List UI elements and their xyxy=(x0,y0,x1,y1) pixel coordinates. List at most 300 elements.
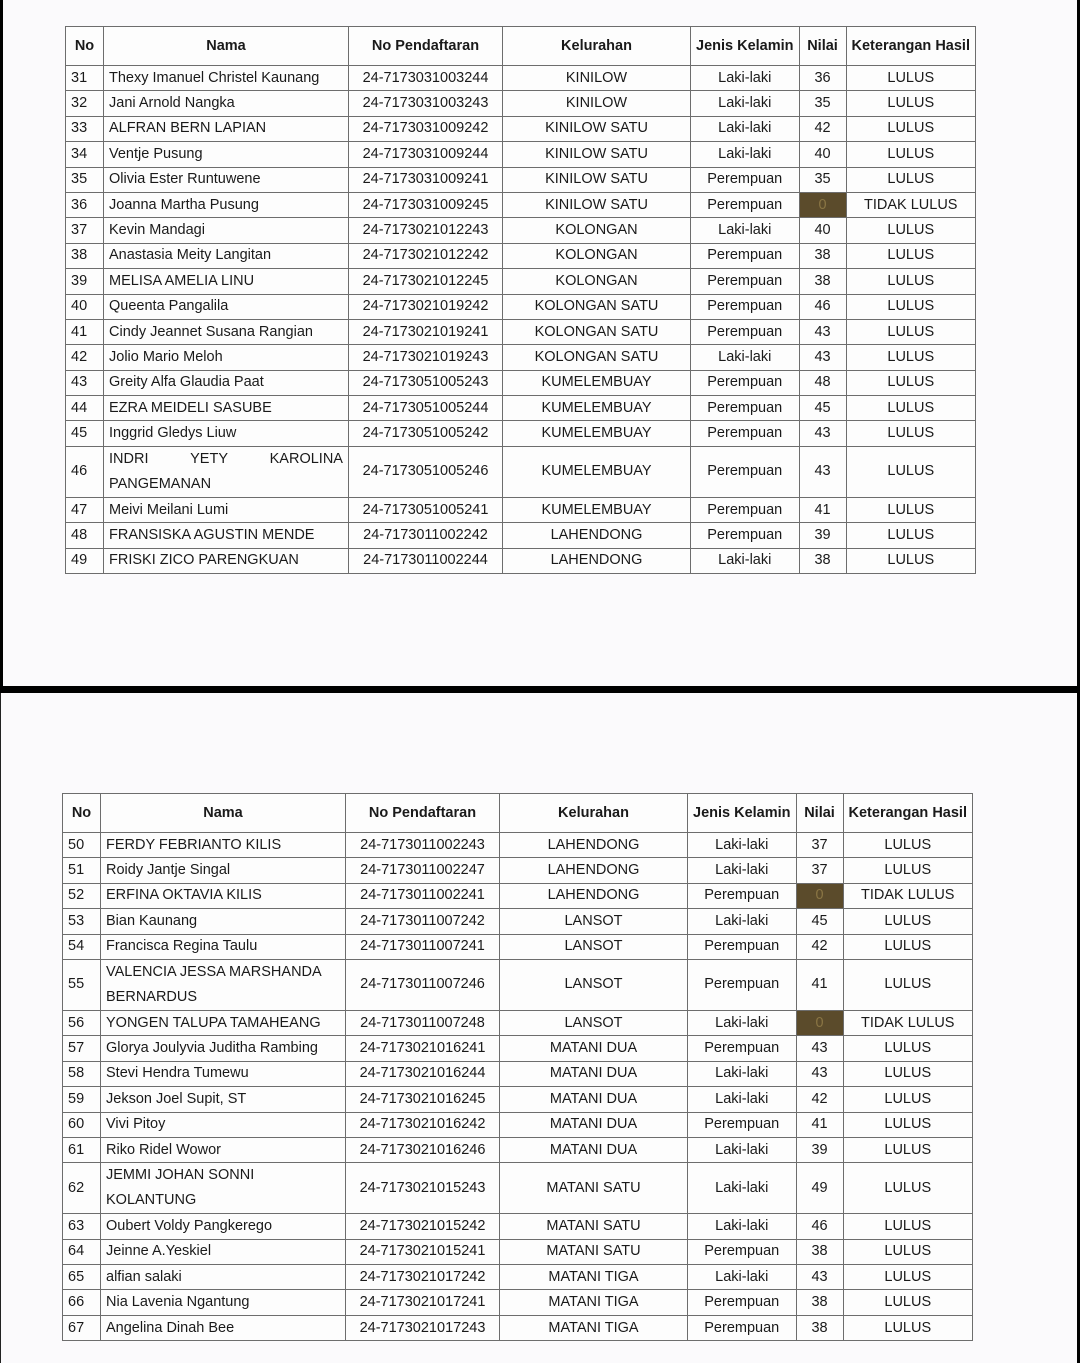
cell-no-pendaftaran: 24-7173051005242 xyxy=(349,421,503,446)
cell-kelurahan: KINILOW xyxy=(503,66,691,91)
cell-nilai: 46 xyxy=(796,1214,843,1239)
table-row xyxy=(66,421,976,446)
cell-jenis-kelamin: Perempuan xyxy=(691,523,800,548)
cell-nama: Thexy Imanuel Christel Kaunang xyxy=(104,66,349,91)
cell-jenis-kelamin: Laki-laki xyxy=(688,833,797,858)
cell-jenis-kelamin: Laki-laki xyxy=(688,1087,797,1112)
cell-no: 59 xyxy=(63,1087,101,1112)
cell-keterangan-hasil: LULUS xyxy=(846,294,975,319)
table-row xyxy=(63,1036,973,1061)
cell-keterangan-hasil: LULUS xyxy=(846,319,975,344)
cell-jenis-kelamin: Perempuan xyxy=(691,396,800,421)
cell-no-pendaftaran: 24-7173021017243 xyxy=(346,1315,500,1340)
cell-no-pendaftaran: 24-7173011007248 xyxy=(346,1010,500,1035)
table-row xyxy=(63,1214,973,1239)
cell-kelurahan: LAHENDONG xyxy=(500,858,688,883)
cell-jenis-kelamin: Perempuan xyxy=(688,1036,797,1061)
cell-keterangan-hasil: LULUS xyxy=(846,66,975,91)
cell-nilai: 43 xyxy=(799,421,846,446)
table-row xyxy=(63,1112,973,1137)
cell-no-pendaftaran: 24-7173031009244 xyxy=(349,142,503,167)
cell-nilai: 45 xyxy=(799,396,846,421)
cell-nilai: 43 xyxy=(796,1036,843,1061)
nama-line-1 xyxy=(109,447,343,472)
table-row xyxy=(66,269,976,294)
cell-keterangan-hasil: LULUS xyxy=(843,909,972,934)
cell-no: 57 xyxy=(63,1036,101,1061)
cell-no: 34 xyxy=(66,142,104,167)
cell-keterangan-hasil: LULUS xyxy=(843,1036,972,1061)
cell-nilai: 39 xyxy=(799,523,846,548)
cell-nama: ALFRAN BERN LAPIAN xyxy=(104,116,349,141)
cell-kelurahan: KUMELEMBUAY xyxy=(503,370,691,395)
cell-keterangan-hasil: LULUS xyxy=(843,1214,972,1239)
cell-no-pendaftaran: 24-7173011007241 xyxy=(346,934,500,959)
cell-jenis-kelamin: Perempuan xyxy=(691,294,800,319)
cell-keterangan-hasil: TIDAK LULUS xyxy=(843,883,972,908)
cell-jenis-kelamin: Laki-laki xyxy=(688,1163,797,1214)
cell-nilai: 40 xyxy=(799,142,846,167)
cell-nama: MELISA AMELIA LINU xyxy=(104,269,349,294)
cell-keterangan-hasil: LULUS xyxy=(843,1265,972,1290)
cell-no: 37 xyxy=(66,218,104,243)
cell-no: 35 xyxy=(66,167,104,192)
table-row xyxy=(63,959,973,1010)
table-row xyxy=(63,1239,973,1264)
cell-nilai: 39 xyxy=(796,1137,843,1162)
cell-no-pendaftaran: 24-7173031003244 xyxy=(349,66,503,91)
cell-nilai: 40 xyxy=(799,218,846,243)
cell-nilai: 36 xyxy=(799,66,846,91)
cell-no: 66 xyxy=(63,1290,101,1315)
cell-jenis-kelamin: Laki-laki xyxy=(691,116,800,141)
cell-no-pendaftaran: 24-7173051005243 xyxy=(349,370,503,395)
cell-no: 56 xyxy=(63,1010,101,1035)
cell-nama: Meivi Meilani Lumi xyxy=(104,497,349,522)
cell-kelurahan: LAHENDONG xyxy=(503,548,691,573)
cell-no-pendaftaran: 24-7173011002244 xyxy=(349,548,503,573)
cell-nama: VALENCIA JESSA MARSHANDA BERNARDUS xyxy=(101,959,346,1010)
cell-no-pendaftaran: 24-7173031003243 xyxy=(349,91,503,116)
cell-no-pendaftaran: 24-7173021016241 xyxy=(346,1036,500,1061)
table-row xyxy=(66,396,976,421)
cell-jenis-kelamin: Perempuan xyxy=(691,421,800,446)
table-header-row xyxy=(63,794,973,833)
cell-nilai: 41 xyxy=(799,497,846,522)
cell-kelurahan: KUMELEMBUAY xyxy=(503,446,691,497)
cell-jenis-kelamin: Laki-laki xyxy=(691,142,800,167)
cell-no: 42 xyxy=(66,345,104,370)
cell-keterangan-hasil: LULUS xyxy=(843,1087,972,1112)
cell-no-pendaftaran: 24-7173021012245 xyxy=(349,269,503,294)
table-row xyxy=(63,1265,973,1290)
table-body xyxy=(66,66,976,574)
cell-no-pendaftaran: 24-7173021019241 xyxy=(349,319,503,344)
table-row xyxy=(63,1061,973,1086)
cell-kelurahan: MATANI TIGA xyxy=(500,1290,688,1315)
table-row xyxy=(66,345,976,370)
cell-no-pendaftaran: 24-7173021016246 xyxy=(346,1137,500,1162)
cell-nama: Bian Kaunang xyxy=(101,909,346,934)
cell-nilai: 38 xyxy=(799,243,846,268)
nama-word: YETY xyxy=(190,450,228,467)
table-row xyxy=(66,370,976,395)
cell-kelurahan: MATANI SATU xyxy=(500,1239,688,1264)
cell-nama: Joanna Martha Pusung xyxy=(104,192,349,217)
cell-kelurahan: KOLONGAN xyxy=(503,218,691,243)
header-no: No xyxy=(63,794,101,833)
cell-kelurahan: MATANI DUA xyxy=(500,1137,688,1162)
table-row xyxy=(63,909,973,934)
cell-jenis-kelamin: Perempuan xyxy=(688,883,797,908)
cell-nilai: 38 xyxy=(796,1239,843,1264)
cell-nama: Cindy Jeannet Susana Rangian xyxy=(104,319,349,344)
cell-no-pendaftaran: 24-7173021016244 xyxy=(346,1061,500,1086)
table-row xyxy=(66,446,976,497)
cell-kelurahan: MATANI DUA xyxy=(500,1036,688,1061)
cell-nilai: 0 xyxy=(796,883,843,908)
cell-jenis-kelamin: Laki-laki xyxy=(688,1061,797,1086)
cell-keterangan-hasil: LULUS xyxy=(846,142,975,167)
cell-nilai: 49 xyxy=(796,1163,843,1214)
cell-kelurahan: KINILOW SATU xyxy=(503,167,691,192)
cell-jenis-kelamin: Perempuan xyxy=(691,497,800,522)
cell-kelurahan: KOLONGAN SATU xyxy=(503,319,691,344)
cell-no-pendaftaran: 24-7173021017242 xyxy=(346,1265,500,1290)
cell-kelurahan: KOLONGAN SATU xyxy=(503,345,691,370)
cell-nama: Anastasia Meity Langitan xyxy=(104,243,349,268)
cell-keterangan-hasil: LULUS xyxy=(846,167,975,192)
cell-nilai: 48 xyxy=(799,370,846,395)
header-kelurahan: Kelurahan xyxy=(500,794,688,833)
cell-nama: Olivia Ester Runtuwene xyxy=(104,167,349,192)
cell-no: 45 xyxy=(66,421,104,446)
cell-keterangan-hasil: LULUS xyxy=(846,370,975,395)
cell-jenis-kelamin: Laki-laki xyxy=(691,218,800,243)
cell-nama: Greity Alfa Glaudia Paat xyxy=(104,370,349,395)
cell-jenis-kelamin: Perempuan xyxy=(691,370,800,395)
cell-keterangan-hasil: LULUS xyxy=(846,497,975,522)
cell-kelurahan: KINILOW xyxy=(503,91,691,116)
cell-no-pendaftaran: 24-7173031009245 xyxy=(349,192,503,217)
table-row xyxy=(66,523,976,548)
cell-nama: Vivi Pitoy xyxy=(101,1112,346,1137)
cell-nilai: 38 xyxy=(796,1290,843,1315)
cell-no: 44 xyxy=(66,396,104,421)
cell-jenis-kelamin: Laki-laki xyxy=(691,548,800,573)
nama-line-2: PANGEMANAN xyxy=(109,475,212,492)
results-table xyxy=(62,793,973,1341)
cell-no: 50 xyxy=(63,833,101,858)
cell-nilai: 42 xyxy=(799,116,846,141)
cell-keterangan-hasil: LULUS xyxy=(846,218,975,243)
nama-word: KAROLINA xyxy=(269,450,343,467)
cell-no: 54 xyxy=(63,934,101,959)
cell-nama: YONGEN TALUPA TAMAHEANG xyxy=(101,1010,346,1035)
cell-no-pendaftaran: 24-7173021019242 xyxy=(349,294,503,319)
cell-no: 40 xyxy=(66,294,104,319)
cell-kelurahan: MATANI DUA xyxy=(500,1061,688,1086)
cell-no-pendaftaran: 24-7173051005241 xyxy=(349,497,503,522)
cell-jenis-kelamin: Perempuan xyxy=(688,934,797,959)
cell-no: 60 xyxy=(63,1112,101,1137)
cell-nilai: 35 xyxy=(799,167,846,192)
header-nama: Nama xyxy=(104,27,349,66)
cell-nama: Roidy Jantje Singal xyxy=(101,858,346,883)
table-row xyxy=(63,1087,973,1112)
table-row xyxy=(63,1163,973,1214)
cell-no: 46 xyxy=(66,446,104,497)
cell-nama: Stevi Hendra Tumewu xyxy=(101,1061,346,1086)
cell-no-pendaftaran: 24-7173051005244 xyxy=(349,396,503,421)
table-row xyxy=(63,934,973,959)
cell-nilai: 42 xyxy=(796,934,843,959)
cell-no-pendaftaran: 24-7173021015241 xyxy=(346,1239,500,1264)
cell-jenis-kelamin: Laki-laki xyxy=(688,858,797,883)
cell-no-pendaftaran: 24-7173021019243 xyxy=(349,345,503,370)
cell-kelurahan: LANSOT xyxy=(500,934,688,959)
cell-jenis-kelamin: Laki-laki xyxy=(688,909,797,934)
cell-no: 38 xyxy=(66,243,104,268)
cell-kelurahan: KINILOW SATU xyxy=(503,116,691,141)
table-row xyxy=(63,1137,973,1162)
cell-no: 65 xyxy=(63,1265,101,1290)
cell-nama: FRISKI ZICO PARENGKUAN xyxy=(104,548,349,573)
cell-kelurahan: KINILOW SATU xyxy=(503,142,691,167)
cell-no: 58 xyxy=(63,1061,101,1086)
cell-kelurahan: LANSOT xyxy=(500,1010,688,1035)
page-divider xyxy=(0,686,1080,693)
cell-nilai: 41 xyxy=(796,959,843,1010)
cell-no: 48 xyxy=(66,523,104,548)
cell-no-pendaftaran: 24-7173011002241 xyxy=(346,883,500,908)
cell-nama: ERFINA OKTAVIA KILIS xyxy=(101,883,346,908)
cell-kelurahan: KUMELEMBUAY xyxy=(503,396,691,421)
cell-kelurahan: MATANI TIGA xyxy=(500,1265,688,1290)
cell-nilai: 46 xyxy=(799,294,846,319)
cell-nama: Ventje Pusung xyxy=(104,142,349,167)
cell-nilai: 43 xyxy=(799,319,846,344)
cell-nilai: 38 xyxy=(796,1315,843,1340)
table-row xyxy=(66,192,976,217)
cell-kelurahan: MATANI SATU xyxy=(500,1214,688,1239)
cell-keterangan-hasil: LULUS xyxy=(843,858,972,883)
cell-keterangan-hasil: LULUS xyxy=(846,523,975,548)
cell-jenis-kelamin: Perempuan xyxy=(688,1315,797,1340)
cell-jenis-kelamin: Laki-laki xyxy=(688,1137,797,1162)
cell-no: 36 xyxy=(66,192,104,217)
cell-nama: FRANSISKA AGUSTIN MENDE xyxy=(104,523,349,548)
cell-keterangan-hasil: LULUS xyxy=(843,1163,972,1214)
header-nama: Nama xyxy=(101,794,346,833)
table-row xyxy=(66,167,976,192)
cell-nama: Angelina Dinah Bee xyxy=(101,1315,346,1340)
cell-jenis-kelamin: Perempuan xyxy=(691,167,800,192)
table-row xyxy=(66,91,976,116)
cell-keterangan-hasil: LULUS xyxy=(843,1315,972,1340)
cell-no: 51 xyxy=(63,858,101,883)
cell-nilai: 42 xyxy=(796,1087,843,1112)
cell-no: 31 xyxy=(66,66,104,91)
cell-nama: Jekson Joel Supit, ST xyxy=(101,1087,346,1112)
cell-no: 62 xyxy=(63,1163,101,1214)
cell-nama: Inggrid Gledys Liuw xyxy=(104,421,349,446)
header-keterangan-hasil: Keterangan Hasil xyxy=(846,27,975,66)
cell-nama: Kevin Mandagi xyxy=(104,218,349,243)
cell-kelurahan: LAHENDONG xyxy=(500,883,688,908)
table-header-row xyxy=(66,27,976,66)
cell-jenis-kelamin: Laki-laki xyxy=(691,91,800,116)
table-body xyxy=(63,833,973,1341)
cell-jenis-kelamin: Perempuan xyxy=(691,446,800,497)
cell-nama: Glorya Joulyvia Juditha Rambing xyxy=(101,1036,346,1061)
cell-no-pendaftaran: 24-7173011002243 xyxy=(346,833,500,858)
table-row xyxy=(66,142,976,167)
cell-nama xyxy=(104,446,349,497)
cell-nilai: 38 xyxy=(799,548,846,573)
cell-nilai: 37 xyxy=(796,833,843,858)
cell-kelurahan: KUMELEMBUAY xyxy=(503,421,691,446)
cell-nama: Queenta Pangalila xyxy=(104,294,349,319)
cell-nama: FERDY FEBRIANTO KILIS xyxy=(101,833,346,858)
cell-kelurahan: MATANI DUA xyxy=(500,1087,688,1112)
cell-nama: Jeinne A.Yeskiel xyxy=(101,1239,346,1264)
cell-nilai: 0 xyxy=(799,192,846,217)
cell-jenis-kelamin: Laki-laki xyxy=(688,1265,797,1290)
cell-no-pendaftaran: 24-7173021015243 xyxy=(346,1163,500,1214)
cell-kelurahan: LAHENDONG xyxy=(500,833,688,858)
cell-nama: Jolio Mario Meloh xyxy=(104,345,349,370)
cell-keterangan-hasil: LULUS xyxy=(843,1112,972,1137)
cell-kelurahan: KOLONGAN xyxy=(503,243,691,268)
cell-jenis-kelamin: Laki-laki xyxy=(691,345,800,370)
cell-no-pendaftaran: 24-7173031009241 xyxy=(349,167,503,192)
cell-jenis-kelamin: Laki-laki xyxy=(691,66,800,91)
cell-nama: Riko Ridel Wowor xyxy=(101,1137,346,1162)
cell-no: 49 xyxy=(66,548,104,573)
cell-no: 67 xyxy=(63,1315,101,1340)
cell-nama: Francisca Regina Taulu xyxy=(101,934,346,959)
header-jenis-kelamin: Jenis Kelamin xyxy=(691,27,800,66)
cell-no: 47 xyxy=(66,497,104,522)
cell-no: 61 xyxy=(63,1137,101,1162)
cell-no: 39 xyxy=(66,269,104,294)
cell-jenis-kelamin: Perempuan xyxy=(691,269,800,294)
cell-nama: EZRA MEIDELI SASUBE xyxy=(104,396,349,421)
table-row xyxy=(66,243,976,268)
cell-no-pendaftaran: 24-7173021017241 xyxy=(346,1290,500,1315)
header-no-pendaftaran: No Pendaftaran xyxy=(349,27,503,66)
cell-keterangan-hasil: LULUS xyxy=(846,345,975,370)
table-row xyxy=(63,1010,973,1035)
cell-kelurahan: LANSOT xyxy=(500,909,688,934)
cell-kelurahan: KOLONGAN xyxy=(503,269,691,294)
table-row xyxy=(63,1315,973,1340)
cell-keterangan-hasil: LULUS xyxy=(846,116,975,141)
table-row xyxy=(63,883,973,908)
cell-no: 33 xyxy=(66,116,104,141)
results-table xyxy=(65,26,976,574)
cell-no-pendaftaran: 24-7173021016242 xyxy=(346,1112,500,1137)
cell-keterangan-hasil: LULUS xyxy=(843,959,972,1010)
cell-no: 41 xyxy=(66,319,104,344)
cell-keterangan-hasil: LULUS xyxy=(843,1290,972,1315)
header-jenis-kelamin: Jenis Kelamin xyxy=(688,794,797,833)
cell-kelurahan: MATANI TIGA xyxy=(500,1315,688,1340)
cell-keterangan-hasil: TIDAK LULUS xyxy=(843,1010,972,1035)
cell-nilai: 43 xyxy=(799,345,846,370)
cell-no-pendaftaran: 24-7173031009242 xyxy=(349,116,503,141)
table-row xyxy=(66,218,976,243)
cell-keterangan-hasil: LULUS xyxy=(843,1061,972,1086)
table-row xyxy=(66,548,976,573)
header-kelurahan: Kelurahan xyxy=(503,27,691,66)
cell-no-pendaftaran: 24-7173051005246 xyxy=(349,446,503,497)
cell-nilai: 0 xyxy=(796,1010,843,1035)
cell-nilai: 37 xyxy=(796,858,843,883)
cell-kelurahan: MATANI SATU xyxy=(500,1163,688,1214)
table-row xyxy=(66,497,976,522)
cell-nilai: 43 xyxy=(796,1265,843,1290)
cell-keterangan-hasil: LULUS xyxy=(846,243,975,268)
cell-no-pendaftaran: 24-7173021012243 xyxy=(349,218,503,243)
cell-jenis-kelamin: Perempuan xyxy=(691,243,800,268)
table-row xyxy=(63,1290,973,1315)
cell-nama: Oubert Voldy Pangkerego xyxy=(101,1214,346,1239)
cell-kelurahan: KUMELEMBUAY xyxy=(503,497,691,522)
cell-no: 64 xyxy=(63,1239,101,1264)
cell-nilai: 35 xyxy=(799,91,846,116)
cell-jenis-kelamin: Laki-laki xyxy=(688,1214,797,1239)
cell-keterangan-hasil: LULUS xyxy=(843,934,972,959)
header-no: No xyxy=(66,27,104,66)
cell-keterangan-hasil: LULUS xyxy=(843,1239,972,1264)
table-row xyxy=(63,858,973,883)
cell-nilai: 41 xyxy=(796,1112,843,1137)
table-row xyxy=(66,116,976,141)
cell-keterangan-hasil: LULUS xyxy=(846,548,975,573)
cell-nama: Jani Arnold Nangka xyxy=(104,91,349,116)
cell-keterangan-hasil: LULUS xyxy=(846,269,975,294)
cell-nama: Nia Lavenia Ngantung xyxy=(101,1290,346,1315)
cell-keterangan-hasil: LULUS xyxy=(843,833,972,858)
cell-no: 52 xyxy=(63,883,101,908)
cell-kelurahan: KOLONGAN SATU xyxy=(503,294,691,319)
cell-no-pendaftaran: 24-7173021015242 xyxy=(346,1214,500,1239)
cell-no: 63 xyxy=(63,1214,101,1239)
cell-jenis-kelamin: Perempuan xyxy=(688,1112,797,1137)
header-nilai: Nilai xyxy=(796,794,843,833)
cell-no-pendaftaran: 24-7173011007246 xyxy=(346,959,500,1010)
cell-no-pendaftaran: 24-7173011007242 xyxy=(346,909,500,934)
cell-no-pendaftaran: 24-7173011002242 xyxy=(349,523,503,548)
cell-kelurahan: KINILOW SATU xyxy=(503,192,691,217)
header-nilai: Nilai xyxy=(799,27,846,66)
cell-nilai: 45 xyxy=(796,909,843,934)
cell-nilai: 43 xyxy=(796,1061,843,1086)
cell-no-pendaftaran: 24-7173021012242 xyxy=(349,243,503,268)
cell-jenis-kelamin: Perempuan xyxy=(688,1290,797,1315)
cell-nilai: 38 xyxy=(799,269,846,294)
header-keterangan-hasil: Keterangan Hasil xyxy=(843,794,972,833)
cell-keterangan-hasil: TIDAK LULUS xyxy=(846,192,975,217)
cell-kelurahan: MATANI DUA xyxy=(500,1112,688,1137)
table-row xyxy=(66,294,976,319)
cell-keterangan-hasil: LULUS xyxy=(846,396,975,421)
cell-no-pendaftaran: 24-7173021016245 xyxy=(346,1087,500,1112)
cell-kelurahan: LAHENDONG xyxy=(503,523,691,548)
cell-kelurahan: LANSOT xyxy=(500,959,688,1010)
